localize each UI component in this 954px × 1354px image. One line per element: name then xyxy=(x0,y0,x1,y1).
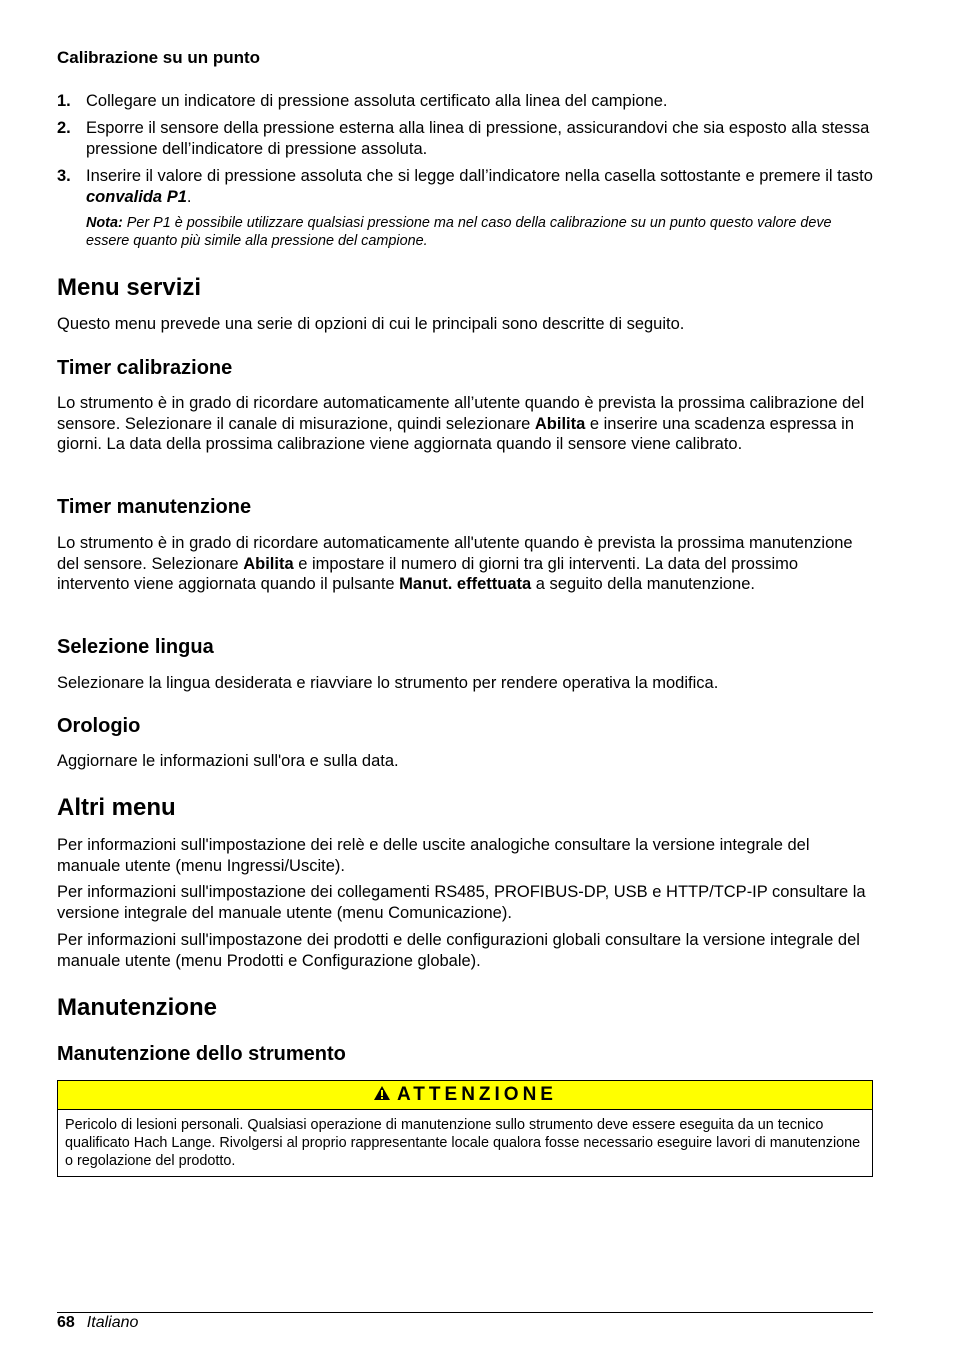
note-text: Per P1 è possibile utilizzare qualsiasi pressione ma nel caso della calibrazione su un punto questo valore deve essere quanto più simile alla pressione del campione. xyxy=(86,215,832,249)
section-heading-altri-menu: Altri menu xyxy=(57,794,176,821)
warning-text: Pericolo di lesioni personali. Qualsiasi operazione di manutenzione sullo strumento deve essere eseguita da un tecnico qualificato Hach Lange. Rivolgersi al proprio rappresentante locale qualora fosse necessario eseguire lavori di manutenzione o regolazione del prodotto. xyxy=(65,1117,861,1169)
orologio-text: Aggiornare le informazioni sull'ora e sulla data. xyxy=(57,752,399,770)
altri-menu-paragraph-2: Per informazioni sull'impostazione dei collegamenti RS485, PROFIBUS-DP, USB e HTTP/TCP-IP consultare la versione integrale del manuale utente (menu Comunicazione). xyxy=(57,883,866,922)
warning-triangle-icon xyxy=(373,1085,391,1106)
timer-manutenzione-text: Lo strumento è in grado di ricordare automaticamente all'utente quando è prevista la prossima manutenzione del sensore. Selezionare Abilita e impostare il numero di giorni tra gli interventi. La data del prossimo intervento viene aggiornata quando il pulsante Manut. effettuata a seguito della manutenzione. xyxy=(57,534,853,593)
warning-title: ATTENZIONE xyxy=(397,1084,557,1105)
subheading-orologio: Orologio xyxy=(57,715,141,737)
note-label: Nota: xyxy=(86,215,123,231)
subheading-selezione-lingua: Selezione lingua xyxy=(57,636,214,658)
timer-calibrazione-text: Lo strumento è in grado di ricordare automaticamente all’utente quando è prevista la prossima calibrazione del sensore. Selezionare il canale di misurazione, quindi selezionare Abilita e inserire una scadenza espressa in giorni. La data della prossima calibrazione viene aggiornata quando il sensore viene calibrato. xyxy=(57,394,865,453)
selezione-lingua-text: Selezionare la lingua desiderata e riavviare lo strumento per rendere operativa la modifica. xyxy=(57,674,719,692)
altri-menu-paragraph-3: Per informazioni sull'impostazone dei prodotti e delle configurazioni globali consultare la versione integrale del manuale utente (menu Prodotti e Configurazione globale). xyxy=(57,931,860,970)
step-number: 3. xyxy=(57,167,71,185)
menu-servizi-intro: Questo menu prevede una serie di opzioni di cui le principali sono descritte di seguito. xyxy=(57,315,685,333)
altri-menu-paragraph-1: Per informazioni sull'impostazione dei relè e delle uscite analogiche consultare la versione integrale del manuale utente (menu Ingressi/Uscite). xyxy=(57,836,810,875)
step-text: Esporre il sensore della pressione esterna alla linea di pressione, assicurandovi che sia esposto alla stessa pressione dell’indicatore di pressione assoluta. xyxy=(86,119,870,158)
page-footer xyxy=(57,1313,138,1333)
subheading-timer-manutenzione: Timer manutenzione xyxy=(57,496,252,518)
section-heading-calibration: Calibrazione su un punto xyxy=(57,48,261,67)
subheading-timer-calibrazione: Timer calibrazione xyxy=(57,357,233,379)
step-number: 2. xyxy=(57,119,71,137)
convalida-p1-label: convalida P1 xyxy=(86,187,187,206)
calibration-note xyxy=(86,214,873,250)
step-text: Inserire il valore di pressione assoluta che si legge dall’indicatore nella casella sottostante e premere il tasto convalida P1. xyxy=(86,167,873,206)
footer-language: Italiano xyxy=(86,1314,139,1331)
footer-divider xyxy=(57,1312,873,1313)
page-number: 68 xyxy=(57,1314,75,1331)
section-heading-manutenzione: Manutenzione xyxy=(57,994,217,1021)
step-number: 1. xyxy=(57,92,71,110)
step-text: Collegare un indicatore di pressione assoluta certificato alla linea del campione. xyxy=(86,92,668,110)
section-heading-menu-servizi: Menu servizi xyxy=(57,274,202,301)
warning-header xyxy=(58,1081,872,1110)
subheading-manutenzione-strumento: Manutenzione dello strumento xyxy=(57,1043,346,1065)
warning-box xyxy=(57,1080,873,1177)
